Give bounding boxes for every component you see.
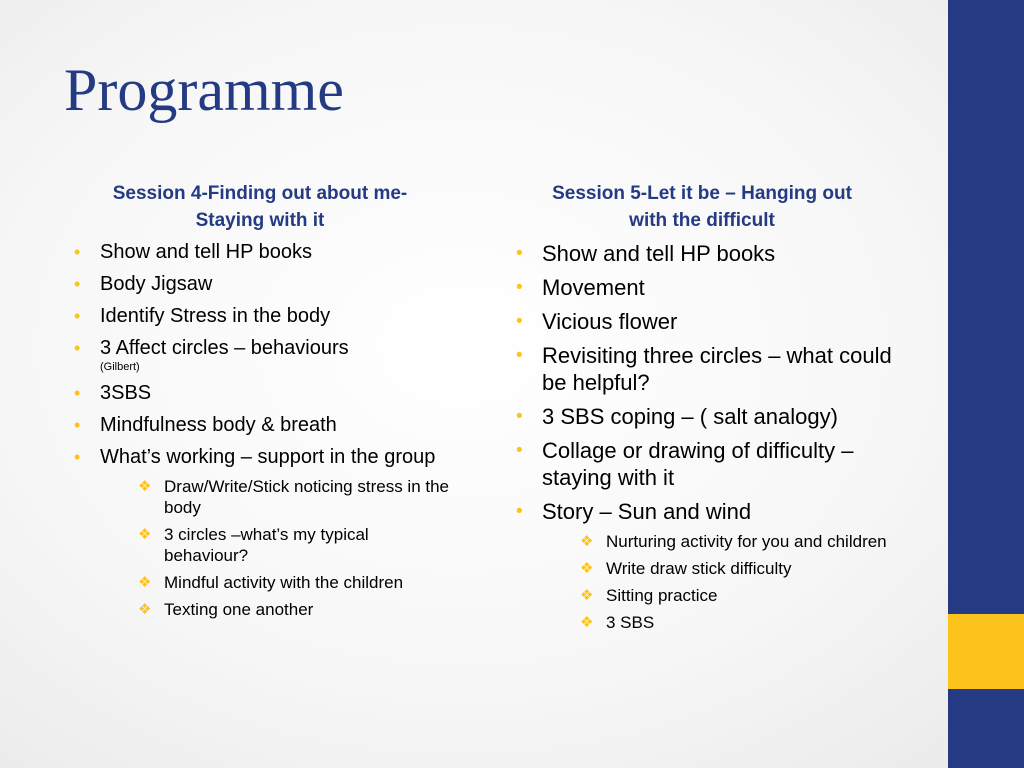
slide-title: Programme — [64, 57, 344, 123]
bullet-item: • Vicious flower — [516, 309, 678, 334]
bullet-item: • Show and tell HP books — [74, 241, 312, 263]
bullet-dot-icon: • — [516, 277, 523, 298]
bullet-dot-icon: • — [516, 345, 523, 366]
bullet-item: • Show and tell HP books — [516, 241, 776, 266]
session-4-heading — [70, 180, 450, 234]
bullet-dot-icon: • — [516, 311, 523, 332]
bullet-item: • Story – Sun and wind ❖ Nurturing activity for you and children ❖ Write draw stick difficulty ❖ Sitting practice ❖ 3 SBS — [512, 498, 892, 633]
diamond-bullet-icon: ❖ — [138, 526, 152, 543]
bullet-dot-icon: • — [74, 274, 81, 294]
sub-bullet-item: ❖ 3 SBS — [580, 613, 655, 632]
bullet-item: • Collage or drawing of difficulty – staying with it — [516, 438, 854, 490]
sub-bullet-item: ❖ Texting one another — [138, 600, 314, 619]
session-5-heading-line1: Session 5-Let it be – Hanging out — [552, 183, 852, 204]
diamond-bullet-icon: ❖ — [580, 560, 594, 577]
sub-bullet-item: ❖ Write draw stick difficulty — [580, 559, 792, 578]
session-5-bullets — [512, 240, 892, 633]
bullet-dot-icon: • — [74, 447, 81, 467]
session-4-heading-line1: Session 4-Finding out about me- — [112, 183, 408, 204]
diamond-bullet-icon: ❖ — [138, 478, 152, 495]
bullet-dot-icon: • — [74, 383, 81, 403]
bullet-item: • Identify Stress in the body — [74, 305, 331, 327]
sub-bullet-item: ❖ 3 circles –what’s my typical behaviour? — [138, 525, 369, 565]
bullet-dot-icon: • — [516, 440, 523, 461]
bullet-item: • What’s working – support in the group ❖ Draw/Write/Stick noticing stress in the body ❖ 3 circles –what’s my typical behaviour? ❖ Mindful activity with the children ❖ Texting one another — [74, 446, 449, 619]
sub-bullet-item: ❖ Mindful activity with the children — [138, 573, 404, 592]
diamond-bullet-icon: ❖ — [580, 614, 594, 631]
diamond-bullet-icon: ❖ — [580, 533, 594, 550]
session-4-bullets — [70, 240, 450, 620]
bullet-dot-icon: • — [516, 243, 523, 264]
bullet-item: • Mindfulness body & breath — [74, 414, 337, 436]
bullet-item: • 3 Affect circles – behaviours (Gilbert) — [70, 336, 450, 374]
bullet-dot-icon: • — [74, 415, 81, 435]
bullet-dot-icon: • — [516, 501, 523, 522]
session-4-sub-bullets — [100, 476, 450, 620]
sub-bullet-item: ❖ Sitting practice — [580, 586, 718, 605]
bullet-item: • Body Jigsaw — [74, 273, 213, 295]
bullet-dot-icon: • — [74, 242, 81, 262]
sub-bullet-item: ❖ Draw/Write/Stick noticing stress in the body — [138, 477, 449, 517]
bullet-item: • 3SBS — [74, 382, 152, 404]
session-5-heading — [512, 180, 892, 234]
gilbert-note: (Gilbert) — [100, 361, 140, 373]
bullet-item: • Revisiting three circles – what could be helpful? — [516, 343, 892, 395]
sub-bullet-item: ❖ Nurturing activity for you and children — [580, 532, 887, 551]
diamond-bullet-icon: ❖ — [138, 601, 152, 618]
bullet-item: • 3 SBS coping – ( salt analogy) — [516, 404, 838, 429]
bullet-dot-icon: • — [74, 306, 81, 326]
session-5-sub-bullets — [542, 531, 892, 633]
session-4-column — [70, 180, 450, 627]
session-4-heading-line2: Staying with it — [195, 210, 325, 231]
sidebar-yellow-accent — [948, 614, 1024, 689]
diamond-bullet-icon: ❖ — [138, 574, 152, 591]
bullet-item: • Movement — [516, 275, 645, 300]
session-5-column — [512, 180, 892, 640]
session-5-heading-line2: with the difficult — [629, 210, 775, 231]
diamond-bullet-icon: ❖ — [580, 587, 594, 604]
bullet-dot-icon: • — [74, 338, 81, 358]
bullet-dot-icon: • — [516, 406, 523, 427]
